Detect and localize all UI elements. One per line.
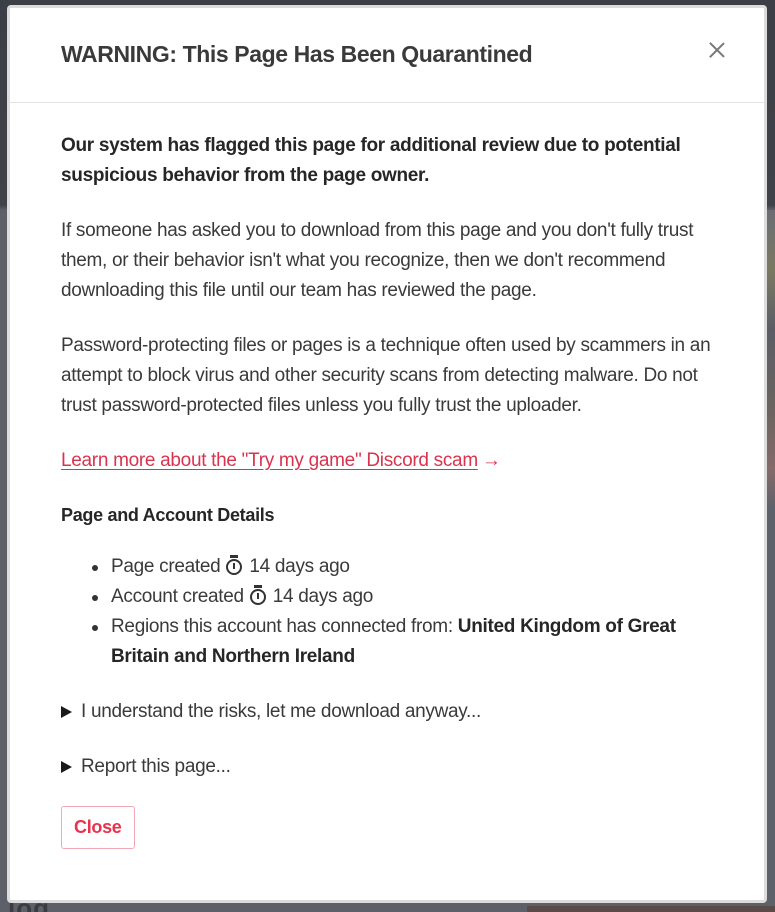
modal-title: WARNING: This Page Has Been Quarantined: [61, 41, 533, 67]
disclosure-triangle-icon: [61, 761, 72, 773]
details-title: Page and Account Details: [61, 505, 275, 525]
stopwatch-icon: [226, 555, 242, 575]
password-paragraph: Password-protecting files or pages is a technique often used by scammers in an attempt to block virus and other security scans from detecting malware. Do not trust password-protected files unless you fully trust the uploader.: [61, 335, 711, 416]
trust-paragraph: If someone has asked you to download from this page and you don't fully trust them, or their behavior isn't what you recognize, then we don't recommend downloading this file until our team has reviewed the page.: [61, 220, 694, 301]
regions-value: United Kingdom of Great Britain and Northern Ireland: [111, 616, 676, 667]
page-created-value: 14 days ago: [249, 556, 350, 577]
account-created-label: Account created: [111, 586, 244, 607]
stopwatch-icon: [250, 585, 266, 605]
detail-regions: [111, 612, 711, 672]
background-page-bar: [527, 906, 775, 912]
arrow-right-icon: →: [481, 450, 501, 471]
report-page-label: Report this page...: [81, 756, 231, 777]
regions-label: Regions this account has connected from:: [111, 616, 453, 637]
detail-account-created: [111, 582, 711, 612]
learn-more-link[interactable]: Learn more about the "Try my game" Discord scam: [61, 450, 478, 471]
download-anyway-label: I understand the risks, let me download anyway...: [81, 701, 481, 722]
learn-more-line: [61, 446, 711, 476]
account-created-value: 14 days ago: [272, 586, 374, 607]
close-icon[interactable]: [708, 41, 726, 59]
modal-body: [61, 105, 711, 849]
modal-header: [10, 8, 764, 103]
quarantine-warning-modal: [7, 5, 767, 903]
detail-page-created: [111, 552, 711, 582]
report-page-toggle[interactable]: [61, 752, 711, 782]
background-page-edge: [766, 210, 775, 912]
download-anyway-toggle[interactable]: [61, 697, 711, 727]
close-button[interactable]: Close: [61, 806, 135, 849]
disclosure-triangle-icon: [61, 706, 72, 718]
warning-lead: Our system has flagged this page for additional review due to potential suspicious behavior from the page owner.: [61, 135, 681, 186]
page-created-label: Page created: [111, 556, 221, 577]
details-list: [61, 552, 711, 672]
